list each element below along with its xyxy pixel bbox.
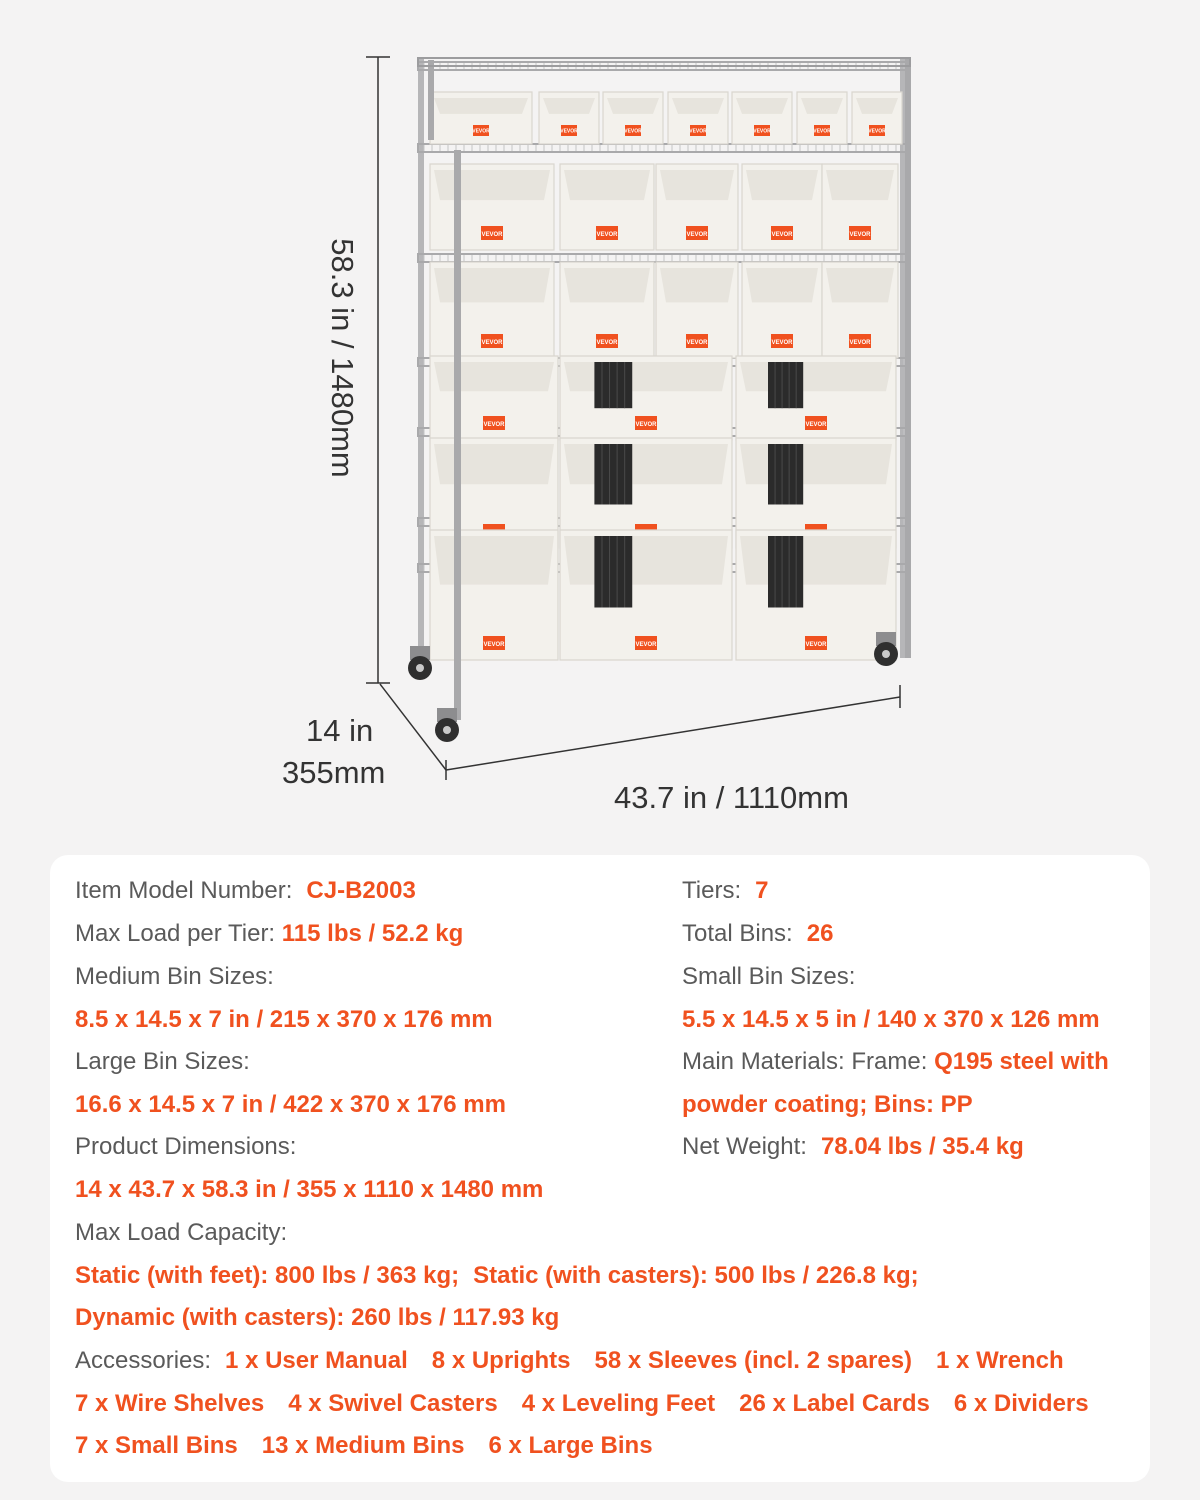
- caster-wheel-icon: [408, 646, 432, 680]
- accessory-item: 6 x Large Bins: [488, 1432, 653, 1459]
- storage-bin: [603, 92, 663, 144]
- brand-logo: VEVOR: [624, 128, 642, 135]
- bin-divider: [594, 362, 632, 408]
- accessory-item: 7 x Wire Shelves: [75, 1390, 265, 1417]
- bin-opening: [660, 170, 734, 200]
- brand-logo: VEVOR: [483, 641, 505, 648]
- storage-bin: [732, 92, 792, 144]
- storage-bin: [430, 530, 558, 660]
- depth-dimension-inches-label: 14 in: [306, 713, 374, 748]
- bin-opening: [564, 170, 650, 200]
- storage-bin: [822, 164, 898, 250]
- spec-large-bin-label: [75, 1047, 250, 1077]
- spec-max-load-capacity-static: [75, 1261, 919, 1291]
- brand-logo: VEVOR: [689, 128, 707, 135]
- bin-opening: [434, 536, 554, 585]
- storage-bin: [430, 92, 532, 144]
- spec-model: [75, 876, 416, 906]
- storage-bin: [560, 530, 732, 660]
- spec-value: Q195 steel with: [934, 1048, 1109, 1075]
- spec-tiers: [682, 876, 768, 906]
- spec-materials-line1: [682, 1047, 1109, 1077]
- storage-bin: [736, 356, 896, 440]
- brand-logo: VEVOR: [481, 231, 503, 238]
- accessory-item: 8 x Uprights: [431, 1347, 571, 1374]
- spec-value: 14 x 43.7 x 58.3 in / 355 x 1110 x 1480 mm: [75, 1176, 544, 1203]
- brand-logo: VEVOR: [753, 128, 771, 135]
- bin-opening: [746, 170, 818, 200]
- spec-value-static-feet: Static (with feet): 800 lbs / 363 kg;: [75, 1262, 460, 1289]
- storage-bin: [742, 262, 822, 358]
- brand-logo: VEVOR: [771, 231, 793, 238]
- brand-logo: VEVOR: [635, 421, 657, 428]
- spec-product-dim-value: [75, 1175, 543, 1205]
- brand-logo: VEVOR: [849, 231, 871, 238]
- bin-opening: [564, 362, 728, 391]
- spec-value-dynamic: Dynamic (with casters): 260 lbs / 117.93 kg: [75, 1304, 560, 1331]
- bin-opening: [434, 268, 550, 302]
- brand-logo: VEVOR: [483, 421, 505, 428]
- caster-hub: [882, 650, 890, 658]
- bin-divider: [768, 536, 803, 608]
- spec-label: Item Model Number:: [75, 877, 293, 904]
- bin-opening: [826, 268, 894, 302]
- brand-logo: VEVOR: [849, 339, 871, 346]
- spec-value: 78.04 lbs / 35.4 kg: [820, 1133, 1024, 1160]
- spec-value: powder coating; Bins: PP: [682, 1091, 973, 1118]
- spec-value: 16.6 x 14.5 x 7 in / 422 x 370 x 176 mm: [75, 1091, 506, 1118]
- storage-bin: [797, 92, 847, 144]
- brand-logo: VEVOR: [686, 339, 708, 346]
- spec-label: Max Load per Tier:: [75, 920, 276, 947]
- accessory-item: 1 x Wrench: [936, 1347, 1064, 1374]
- brand-logo: VEVOR: [472, 128, 490, 135]
- storage-bin: [560, 356, 732, 440]
- caster-hub: [443, 726, 451, 734]
- bin-opening: [856, 98, 898, 114]
- bin-opening: [607, 98, 659, 114]
- brand-logo: VEVOR: [771, 339, 793, 346]
- spec-max-load-tier: [75, 919, 463, 949]
- spec-medium-bin-label: [75, 962, 274, 992]
- accessory-item: 13 x Medium Bins: [261, 1432, 465, 1459]
- spec-label: Max Load Capacity:: [75, 1219, 288, 1246]
- bin-divider: [594, 444, 632, 505]
- spec-label: Medium Bin Sizes:: [75, 963, 274, 990]
- depth-dimension-mm-label: 355mm: [282, 755, 386, 790]
- brand-logo: VEVOR: [481, 339, 503, 346]
- accessory-item: 26 x Label Cards: [739, 1390, 930, 1417]
- spec-value: 8.5 x 14.5 x 7 in / 215 x 370 x 176 mm: [75, 1006, 493, 1033]
- spec-materials-line2: [682, 1090, 973, 1120]
- brand-logo: VEVOR: [805, 641, 827, 648]
- spec-small-bin-value: [682, 1005, 1100, 1035]
- spec-small-bin-label: [682, 962, 855, 992]
- brand-logo: VEVOR: [805, 421, 827, 428]
- spec-label: Net Weight:: [682, 1133, 807, 1160]
- spec-value: 7: [755, 877, 769, 904]
- width-dimension-label: 43.7 in / 1110mm: [614, 780, 849, 815]
- bin-divider: [768, 444, 803, 505]
- spec-value: 115 lbs / 52.2 kg: [281, 920, 464, 947]
- spec-label: Main Materials: Frame:: [682, 1048, 928, 1075]
- bin-opening: [564, 536, 728, 585]
- bin-opening: [672, 98, 724, 114]
- spec-value-static-casters: Static (with casters): 500 lbs / 226.8 kg;: [473, 1262, 919, 1289]
- bin-opening: [434, 98, 528, 114]
- bin-opening: [434, 362, 554, 391]
- storage-bin: [656, 262, 738, 358]
- accessory-item: 1 x User Manual: [225, 1347, 408, 1374]
- bin-opening: [826, 170, 894, 200]
- bin-opening: [564, 444, 728, 484]
- bin-opening: [740, 362, 892, 391]
- storage-bin: [560, 262, 654, 358]
- spec-product-dim-label: [75, 1132, 296, 1162]
- spec-value: 26: [806, 920, 834, 947]
- accessory-item: 4 x Swivel Casters: [288, 1390, 498, 1417]
- bin-opening: [543, 98, 595, 114]
- storage-bin: [539, 92, 599, 144]
- front-post: [905, 58, 911, 658]
- accessories-row-3: [75, 1431, 677, 1461]
- wire-shelf: [418, 144, 908, 152]
- wire-shelf: [418, 254, 908, 262]
- brand-logo: VEVOR: [596, 231, 618, 238]
- accessories-row-1: [75, 1346, 1088, 1376]
- storage-bin: [736, 530, 896, 660]
- bin-opening: [736, 98, 788, 114]
- bin-opening: [801, 98, 843, 114]
- front-post: [454, 150, 461, 720]
- brand-logo: VEVOR: [635, 641, 657, 648]
- spec-max-load-capacity-label: [75, 1218, 287, 1248]
- brand-logo: VEVOR: [560, 128, 578, 135]
- spec-net-weight: [682, 1132, 1024, 1162]
- storage-bin: [668, 92, 728, 144]
- spec-medium-bin-value: [75, 1005, 493, 1035]
- accessory-item: 58 x Sleeves (incl. 2 spares): [594, 1347, 913, 1374]
- spec-label: Small Bin Sizes:: [682, 963, 856, 990]
- spec-label: Total Bins:: [682, 920, 793, 947]
- brand-logo: VEVOR: [686, 231, 708, 238]
- bin-opening: [564, 268, 650, 302]
- storage-bin: [656, 164, 738, 250]
- storage-bin: [852, 92, 902, 144]
- front-post: [428, 60, 434, 140]
- bin-opening: [660, 268, 734, 302]
- bin-opening: [434, 444, 554, 484]
- accessories-row-2: [75, 1389, 1113, 1419]
- spec-max-load-capacity-dynamic: [75, 1303, 559, 1333]
- rack-bins: [430, 92, 902, 660]
- spec-value: 5.5 x 14.5 x 5 in / 140 x 370 x 126 mm: [682, 1006, 1100, 1033]
- caster-hub: [416, 664, 424, 672]
- shelf-rim: [418, 144, 908, 152]
- bin-opening: [740, 536, 892, 585]
- brand-logo: VEVOR: [813, 128, 831, 135]
- accessories-label: Accessories:: [75, 1347, 212, 1374]
- storage-bin: [822, 262, 898, 358]
- storage-bin: [430, 356, 558, 440]
- brand-logo: VEVOR: [596, 339, 618, 346]
- bin-divider: [768, 362, 803, 408]
- caster-wheel-icon: [435, 708, 459, 742]
- bin-opening: [740, 444, 892, 484]
- storage-bin: [430, 164, 554, 250]
- spec-value: CJ-B2003: [306, 877, 416, 904]
- spec-label: Product Dimensions:: [75, 1133, 297, 1160]
- spec-total-bins: [682, 919, 833, 949]
- spec-card: [50, 855, 1150, 1482]
- bin-opening: [434, 170, 550, 200]
- storage-bin: [560, 164, 654, 250]
- height-dimension-label: 58.3 in / 1480mm: [325, 238, 360, 478]
- spec-label: Tiers:: [682, 877, 742, 904]
- caster-wheel-icon: [874, 632, 898, 666]
- storage-bin: [430, 262, 554, 358]
- spec-label: Large Bin Sizes:: [75, 1048, 250, 1075]
- accessory-item: 7 x Small Bins: [75, 1432, 238, 1459]
- bin-divider: [594, 536, 632, 608]
- bin-opening: [746, 268, 818, 302]
- accessory-item: 4 x Leveling Feet: [521, 1390, 716, 1417]
- brand-logo: VEVOR: [868, 128, 886, 135]
- storage-bin: [742, 164, 822, 250]
- accessory-item: 6 x Dividers: [953, 1390, 1089, 1417]
- shelf-rim: [418, 254, 908, 262]
- spec-large-bin-value: [75, 1090, 506, 1120]
